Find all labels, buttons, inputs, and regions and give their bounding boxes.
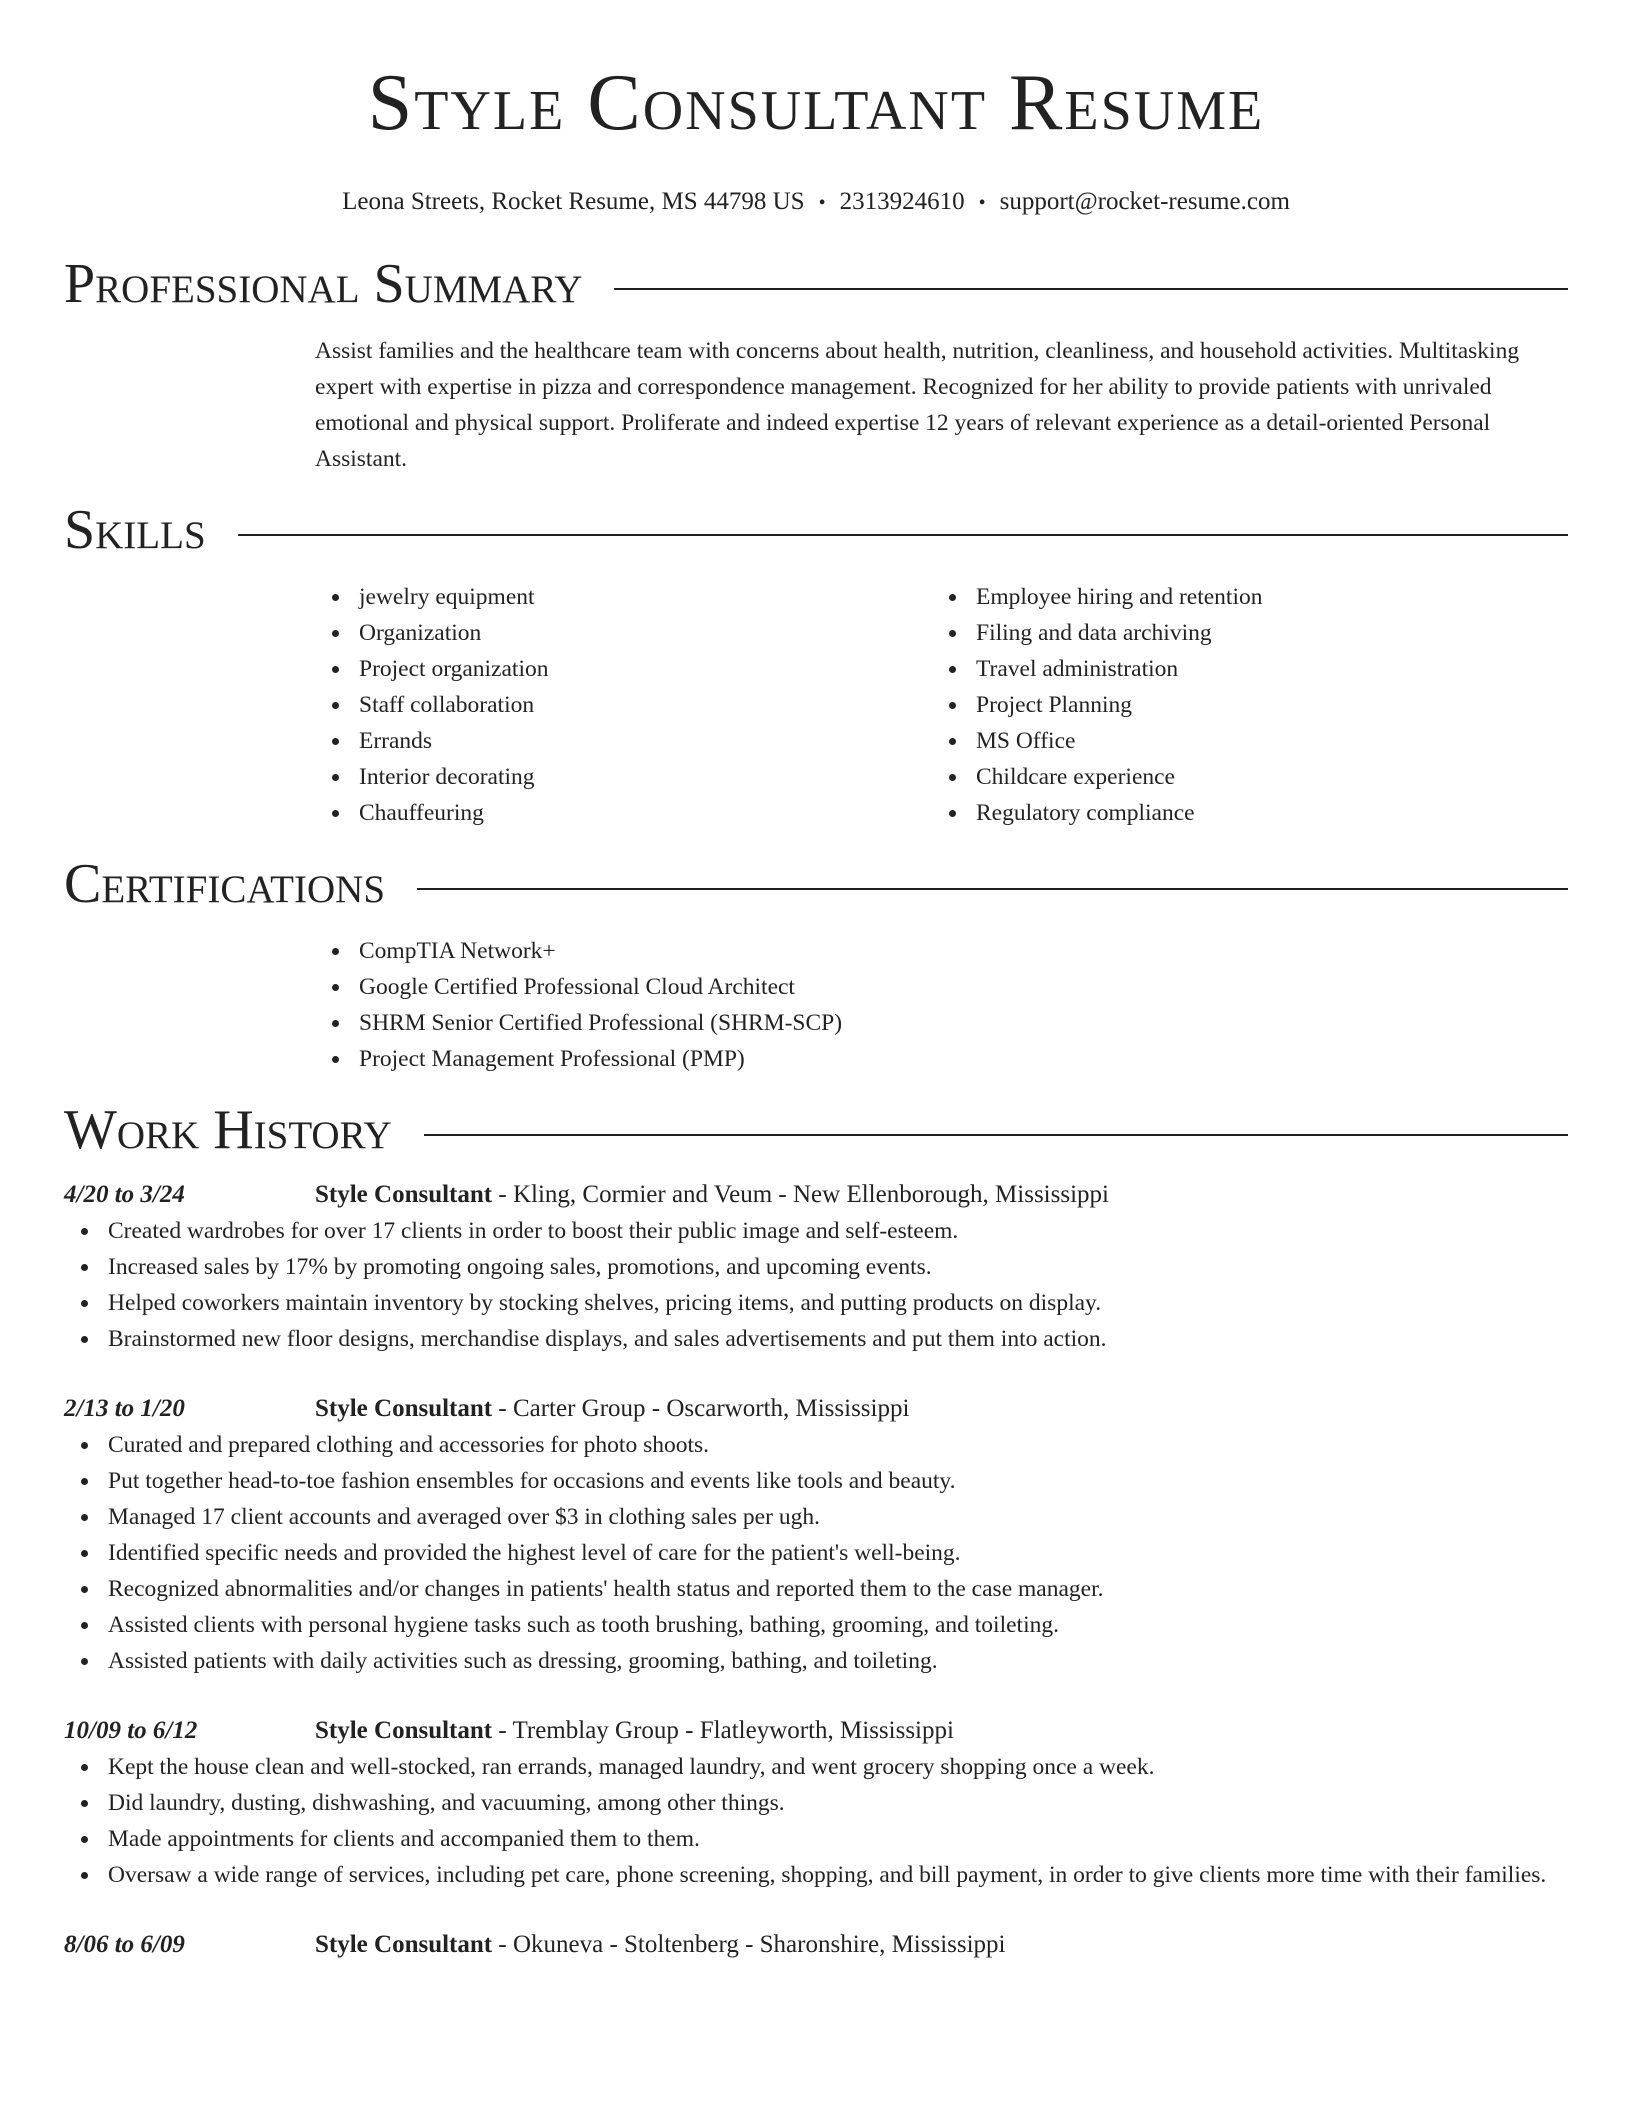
skill-item: Filing and data archiving (932, 615, 1549, 651)
job-bullet: Oversaw a wide range of services, including pet care, phone screening, shopping, and bill payment, in order to give clients more time with their families. (64, 1857, 1568, 1893)
contact-phone: 2313924610 (839, 188, 965, 215)
skills-list-left (315, 579, 932, 831)
skill-item: Project Planning (932, 687, 1549, 723)
job-bullet: Brainstormed new floor designs, merchandise displays, and sales advertisements and put them into action. (64, 1321, 1568, 1357)
certifications-heading: Certifications (64, 853, 386, 915)
job-bullet: Recognized abnormalities and/or changes in patients' health status and reported them to the case manager. (64, 1571, 1568, 1607)
job-header (64, 1713, 1568, 1749)
job-dates: 8/06 to 6/09 (64, 1931, 185, 1958)
certification-item: Google Certified Professional Cloud Architect (315, 969, 1568, 1005)
job-bullet: Curated and prepared clothing and accessories for photo shoots. (64, 1427, 1568, 1463)
job-heading-line (315, 1713, 954, 1749)
job-heading-line (315, 1177, 1109, 1213)
job-bullet: Kept the house clean and well-stocked, ran errands, managed laundry, and went grocery shopping once a week. (64, 1749, 1568, 1785)
skill-item: Interior decorating (315, 759, 932, 795)
skill-item: Regulatory compliance (932, 795, 1549, 831)
job-bullets (64, 1213, 1568, 1357)
job-entry (64, 1713, 1568, 1893)
skill-item: Organization (315, 615, 932, 651)
job-details: - Tremblay Group - Flatleyworth, Mississippi (492, 1717, 954, 1744)
page-title: Style Consultant Resume (367, 59, 1265, 147)
certifications-header (64, 851, 1568, 917)
job-title: Style Consultant (315, 1931, 493, 1958)
skills-list-right (932, 579, 1549, 831)
skill-item: jewelry equipment (315, 579, 932, 615)
job-bullet: Helped coworkers maintain inventory by stocking shelves, pricing items, and putting products on display. (64, 1285, 1568, 1321)
job-dates: 2/13 to 1/20 (64, 1395, 185, 1422)
skills-header (64, 497, 1568, 563)
job-header (64, 1177, 1568, 1213)
skill-item: Childcare experience (932, 759, 1549, 795)
job-bullet: Increased sales by 17% by promoting ongoing sales, promotions, and upcoming events. (64, 1249, 1568, 1285)
certification-item: SHRM Senior Certified Professional (SHRM-SCP) (315, 1005, 1568, 1041)
certification-item: Project Management Professional (PMP) (315, 1041, 1568, 1077)
contact-line (0, 186, 1632, 219)
skills-section (64, 497, 1568, 831)
job-dates: 10/09 to 6/12 (64, 1717, 198, 1744)
contact-email: support@rocket-resume.com (999, 188, 1290, 215)
job-bullet: Assisted clients with personal hygiene tasks such as tooth brushing, bathing, grooming, and toileting. (64, 1607, 1568, 1643)
job-bullet: Managed 17 client accounts and averaged over $3 in clothing sales per ugh. (64, 1499, 1568, 1535)
skills-columns (315, 579, 1568, 831)
skill-item: Project organization (315, 651, 932, 687)
skill-item: Staff collaboration (315, 687, 932, 723)
job-dates: 4/20 to 3/24 (64, 1181, 185, 1208)
job-header (64, 1927, 1568, 1963)
contact-address: Leona Streets, Rocket Resume, MS 44798 US (342, 188, 805, 215)
work-history-section (64, 1097, 1568, 1963)
job-entry (64, 1177, 1568, 1357)
job-bullet: Assisted patients with daily activities such as dressing, grooming, bathing, and toileting. (64, 1643, 1568, 1679)
contact-separator: • (818, 192, 826, 214)
contact-separator: • (978, 192, 986, 214)
skill-item: Employee hiring and retention (932, 579, 1549, 615)
job-heading-line (315, 1391, 909, 1427)
skill-item: Chauffeuring (315, 795, 932, 831)
job-bullet: Did laundry, dusting, dishwashing, and vacuuming, among other things. (64, 1785, 1568, 1821)
job-entry (64, 1391, 1568, 1679)
job-title: Style Consultant (315, 1181, 493, 1208)
summary-text: Assist families and the healthcare team with concerns about health, nutrition, cleanliness, and household activities. Multitasking expert with expertise in pizza and correspondence management. Recognized for her ability to provide patients with unrivaled emotional and physical support. Proliferate and indeed expertise 12 years of relevant experience as a detail-oriented Personal Assistant. (315, 338, 1520, 472)
section-divider (417, 888, 1568, 890)
skill-item: MS Office (932, 723, 1549, 759)
job-bullet: Identified specific needs and provided the highest level of care for the patient's well-being. (64, 1535, 1568, 1571)
section-divider (424, 1134, 1568, 1136)
job-entry (64, 1927, 1568, 1963)
skills-heading: Skills (64, 499, 206, 561)
skill-item: Errands (315, 723, 932, 759)
certifications-section (64, 851, 1568, 1077)
job-details: - Kling, Cormier and Veum - New Ellenborough, Mississippi (492, 1181, 1109, 1208)
job-details: - Carter Group - Oscarworth, Mississippi (492, 1395, 910, 1422)
section-divider (238, 534, 1568, 536)
certification-item: CompTIA Network+ (315, 933, 1568, 969)
job-title: Style Consultant (315, 1395, 493, 1422)
job-bullets (64, 1427, 1568, 1679)
summary-header (64, 251, 1568, 317)
job-details: - Okuneva - Stoltenberg - Sharonshire, Mississippi (492, 1931, 1006, 1958)
work-history-header (64, 1097, 1568, 1163)
job-title: Style Consultant (315, 1717, 493, 1744)
section-divider (614, 288, 1568, 290)
certifications-list (315, 933, 1568, 1077)
job-bullet: Created wardrobes for over 17 clients in order to boost their public image and self-esteem. (64, 1213, 1568, 1249)
certifications-content (315, 933, 1568, 1077)
job-bullets (64, 1749, 1568, 1893)
summary-heading: Professional Summary (64, 253, 583, 315)
job-heading-line (315, 1927, 1006, 1963)
work-history-heading: Work History (64, 1099, 392, 1161)
job-bullet: Made appointments for clients and accompanied them to them. (64, 1821, 1568, 1857)
job-header (64, 1391, 1568, 1427)
job-bullet: Put together head-to-toe fashion ensembles for occasions and events like tools and beauty. (64, 1463, 1568, 1499)
summary-section (64, 251, 1568, 477)
skill-item: Travel administration (932, 651, 1549, 687)
